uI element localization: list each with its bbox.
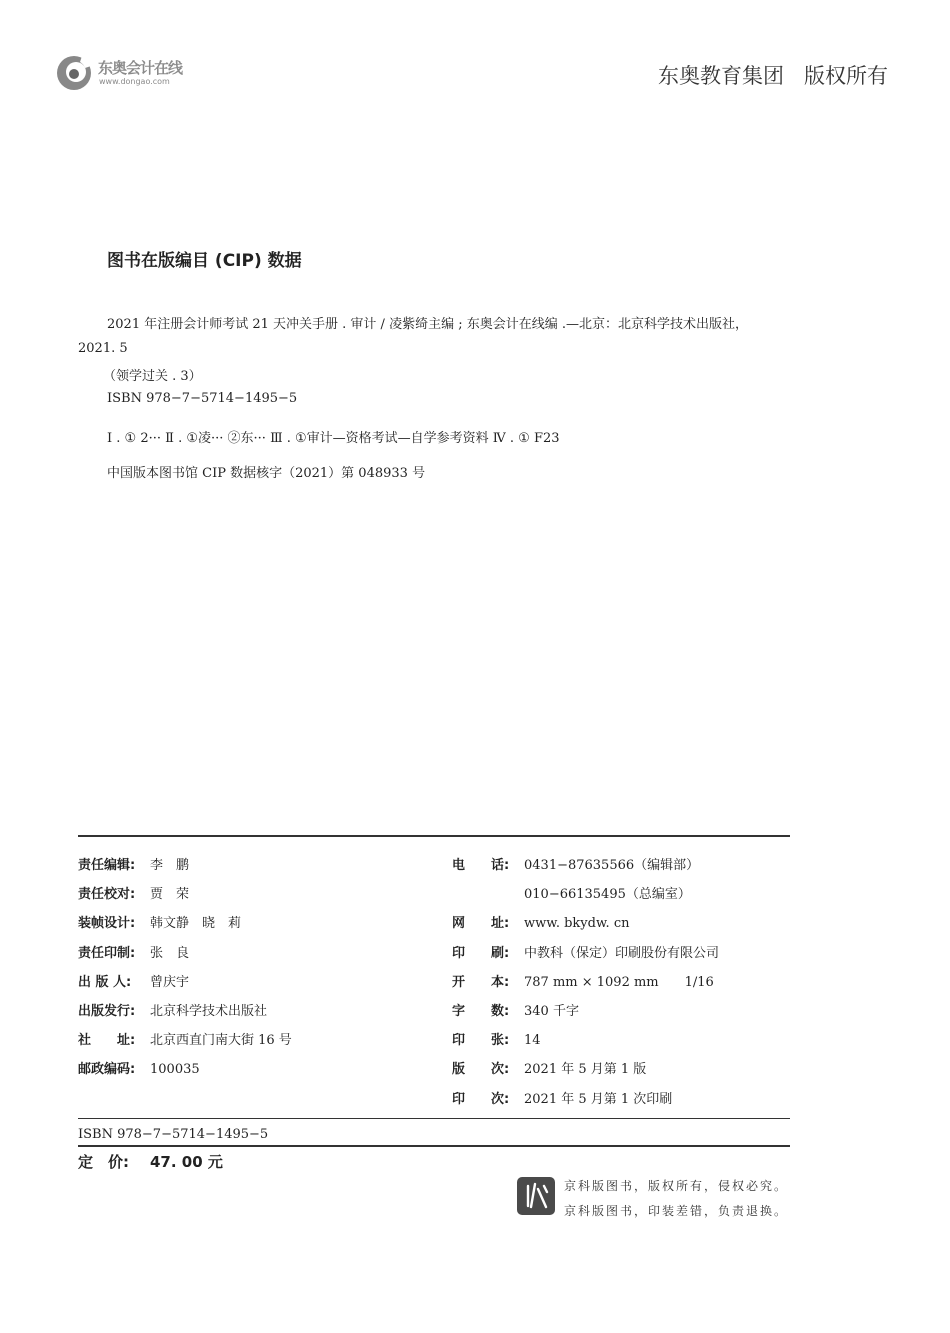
- credit-value: 北京科学技术出版社: [150, 1003, 268, 1019]
- credit-value: 曾庆宇: [150, 974, 190, 990]
- cip-check-no: 中国版本图书馆 CIP 数据核字（2021）第 048933 号: [107, 466, 426, 481]
- copyright-heading: [658, 60, 888, 90]
- cip-line-1: 2021 年注册会计师考试 21 天冲关手册 . 审计 / 凌紫绮主编 ; 东奥会计在线编 .—北京：北京科学技术出版社，: [107, 317, 748, 332]
- credit-label: 印 张:: [452, 1033, 510, 1049]
- credit-value: www. bkydw. cn: [524, 916, 630, 932]
- credit-value: 340 千字: [524, 1003, 579, 1019]
- credit-row: [78, 1058, 292, 1087]
- credit-row: [452, 883, 719, 912]
- price-label: 定 价:: [78, 1153, 129, 1171]
- credit-row: [452, 854, 719, 883]
- credit-row: [452, 1029, 719, 1058]
- credits-right: [452, 854, 719, 1117]
- cip-classification: Ⅰ . ① 2··· Ⅱ . ①凌··· ②东··· Ⅲ . ①审计—资格考试—自学参考资料 Ⅳ . ① F23: [107, 431, 560, 446]
- credit-label: 字 数:: [452, 1003, 510, 1019]
- credit-value: 14: [524, 1033, 541, 1049]
- credit-value: 贾 荣: [150, 887, 190, 903]
- credit-label: 印 次:: [452, 1091, 510, 1107]
- price: [78, 1151, 223, 1172]
- dongao-logo-mark-icon: [54, 52, 94, 92]
- credit-row: [452, 1000, 719, 1029]
- credit-label: 装帧设计:: [78, 916, 136, 932]
- credit-row: [78, 883, 292, 912]
- credit-label: 责任校对:: [78, 887, 136, 903]
- credit-value: 0431−87635566（编辑部）: [524, 858, 700, 873]
- copyright-notice: 京科版图书，版权所有，侵权必究。: [564, 1179, 789, 1193]
- copyright-text: 版权所有: [804, 64, 888, 88]
- credits-top-rule: [78, 835, 790, 837]
- credit-value: 100035: [150, 1062, 200, 1078]
- credit-value: 北京西直门南大街 16 号: [150, 1033, 292, 1049]
- credit-value: 李 鹏: [150, 858, 190, 873]
- credit-value: 韩文静 晓 莉: [150, 916, 242, 932]
- footer-isbn: ISBN 978−7−5714−1495−5: [78, 1127, 269, 1142]
- cip-series: （领学过关 . 3）: [103, 369, 202, 384]
- credit-label: 电 话:: [452, 858, 510, 873]
- credit-row: [78, 854, 292, 883]
- credit-label: 网 址:: [452, 916, 510, 932]
- credit-value: 张 良: [150, 945, 190, 961]
- credit-row: [452, 971, 719, 1000]
- credit-row: [78, 912, 292, 941]
- credit-label: 责任编辑:: [78, 858, 136, 873]
- publisher-logo-icon: [517, 1177, 555, 1215]
- credit-label: 开 本:: [452, 974, 510, 990]
- footer-thick-rule: [78, 1145, 790, 1147]
- credit-value: 2021 年 5 月第 1 版: [524, 1062, 647, 1078]
- credit-label: 印 刷:: [452, 945, 510, 961]
- logo-name: 东奥会计在线: [98, 59, 183, 77]
- credit-label: 出 版 人:: [78, 974, 132, 990]
- price-value: 47. 00 元: [150, 1153, 223, 1171]
- credit-value: 010−66135495（总编室）: [524, 887, 691, 903]
- credit-label: 责任印制:: [78, 945, 136, 961]
- credit-value: 中教科（保定）印刷股份有限公司: [524, 945, 720, 961]
- credit-row: [78, 1029, 292, 1058]
- credit-row: [452, 912, 719, 941]
- credit-row: [452, 1058, 719, 1087]
- dongao-logo: [54, 52, 194, 96]
- credit-label: 邮政编码:: [78, 1062, 136, 1078]
- credit-label: 社 址:: [78, 1033, 136, 1049]
- cip-isbn: ISBN 978−7−5714−1495−5: [107, 391, 298, 406]
- credit-row: [452, 942, 719, 971]
- copyright-org: 东奥教育集团: [658, 64, 784, 88]
- credit-row: [78, 1000, 292, 1029]
- footer-thin-rule: [78, 1118, 790, 1119]
- credit-label: 出版发行:: [78, 1003, 136, 1019]
- credit-value: 2021 年 5 月第 1 次印刷: [524, 1091, 673, 1107]
- credit-row: [78, 942, 292, 971]
- credit-row: [78, 971, 292, 1000]
- credits-left: [78, 854, 292, 1088]
- logo-url: www.dongao.com: [99, 77, 170, 86]
- cip-title: 图书在版编目 (CIP) 数据: [107, 251, 302, 271]
- credit-value: 787 mm × 1092 mm 1/16: [524, 974, 714, 990]
- credit-row: [452, 1088, 719, 1117]
- cip-line-2: 2021. 5: [78, 341, 128, 356]
- credit-label: 版 次:: [452, 1062, 510, 1078]
- quality-notice: 京科版图书，印装差错，负责退换。: [564, 1204, 789, 1218]
